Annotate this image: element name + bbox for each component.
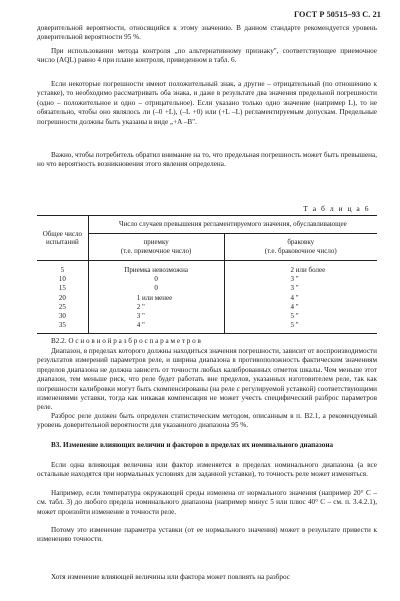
table-row (37, 321, 377, 334)
cell-n: 35 (58, 321, 66, 330)
column-group-header: Число случаев превышения регламентируемого значения, обуславливающее (88, 216, 377, 234)
cell-reject: 4 " (224, 303, 377, 312)
column-header-accept (88, 234, 224, 261)
paragraph: Диапазон, в пределах которого должны находиться значения погрешности, зависит от воспроизводимости результатов измерений параметров реле, и ширина диапазона в противоположность фактическим значениям пределов диапазона не должна зависеть от точности любых калиброванных отметок шкалы. Чем меньше этот диапазон, тем меньше риск, что реле будет работать вне пределов, указанных изготовителем реле, так как погрешности калибровки могут быть скомпенсированы (на реле с регулируемой уставкой) соответствующими изменениями уставки, тогда как никакая компенсация не может учесть специфический разброс параметров реле. (37, 347, 377, 412)
cell-n: 30 (58, 312, 66, 321)
paragraph: Потому это изменение параметра уставки (от ее нормального значения) может в результате привести к изменению точности. (37, 526, 377, 544)
reject-sublabel: (т.е. браковочное число) (264, 247, 337, 255)
column-header-total-tests: Общее число испытаний (37, 216, 88, 261)
cell-accept: 0 (88, 275, 224, 284)
paragraph: Если одна влияющая величина или фактор изменяется в пределах номинального диапазона (а все остальные находятся при нормальных условиях для заданной уставки), то точность реле может изменяться. (37, 461, 377, 479)
table-6 (37, 215, 377, 334)
cell-accept: 1 или менее (88, 294, 224, 303)
paragraph: Хотя изменение влияющей величины или фактора может повлиять на разброс (51, 573, 290, 581)
accept-sublabel: (т.е. приемочное число) (120, 247, 192, 255)
cell-accept: 4 " (88, 321, 224, 334)
accept-label: приемку (143, 238, 169, 246)
cell-n: 20 (58, 293, 66, 302)
paragraph: При использовании метода контроля „по альтернативному признаку", соответствующее приемочное число (AQL) равно 4 при плане контроля, приведенном в табл. 6. (37, 47, 377, 65)
cell-reject: 5 " (224, 321, 377, 334)
cell-n: 5 (60, 266, 65, 274)
cell-n: 10 (58, 275, 66, 284)
paragraph: Важно, чтобы потребитель обратил внимание на то, что предельная погрешность может быть превышена, но что вероятность возникновения этого явления определена. (37, 151, 377, 169)
cell-accept: 2 " (88, 303, 224, 312)
cell-n: 15 (58, 284, 66, 293)
cell-reject: 3 " (224, 284, 377, 293)
column-header-reject (224, 234, 377, 261)
cell-accept: 3 " (88, 312, 224, 321)
page-header: ГОСТ Р 50515–93 С. 21 (293, 10, 381, 19)
paragraph: Например, если температура окружающей среды изменена от нормального значения (например 20° С – см. табл. 3) до любого предела номинального диапазона (например минус 5 или плюс 40° С – см. п. 3.4.2.1), может произойти изменение в точности реле. (37, 489, 377, 516)
table-row (37, 312, 377, 321)
paragraph: Если некоторые погрешности имеют положительный знак, а другие – отрицательный (по отношению к уставке), то необходимо рассматривать оба знака, и даже в результате два значения предельной погрешности (одно – положительное и одно – отрицательное). Если указано только одно значение (например L), то не обязательно, чтобы оно являлось ли (–0 +L), (–L +0) или (+L –L) регламентируемым допускам. Предельные погрешности должны быть указаны в виде „+A –B". (37, 80, 377, 126)
cell-reject: 2 или более (224, 266, 377, 275)
table-title: Т а б л и ц а 6 (303, 204, 370, 213)
table-row (37, 284, 377, 293)
cell-reject: 3 " (224, 275, 377, 284)
cell-n: 25 (58, 302, 66, 311)
reject-label: браковку (287, 238, 315, 246)
table-row (37, 266, 377, 275)
cell-accept: 0 (88, 284, 224, 293)
table-row (37, 303, 377, 312)
section-heading-b3: В3. Изменение влияющих величин и факторов в пределах их номинального диапазона (51, 441, 334, 449)
cell-reject: 5 " (224, 312, 377, 321)
section-heading-b22: В2.2. О с н о в н о й р а з б р о с п а р а м е т р о в (51, 337, 201, 345)
table-row (37, 294, 377, 303)
table-row (37, 275, 377, 284)
paragraph: Разброс реле должен быть определен статистическим методом, описанным в п. В2.1, а рекомендуемый уровень доверительной вероятности для указанного диапазона 95 %. (37, 412, 377, 430)
paragraph: доверительной вероятности, относящийся к этому значению. В данном стандарте рекомендуется уровень доверительной вероятности 95 %. (37, 24, 377, 42)
cell-reject: 4 " (224, 294, 377, 303)
cell-accept: Приемка невозможна (88, 266, 224, 275)
